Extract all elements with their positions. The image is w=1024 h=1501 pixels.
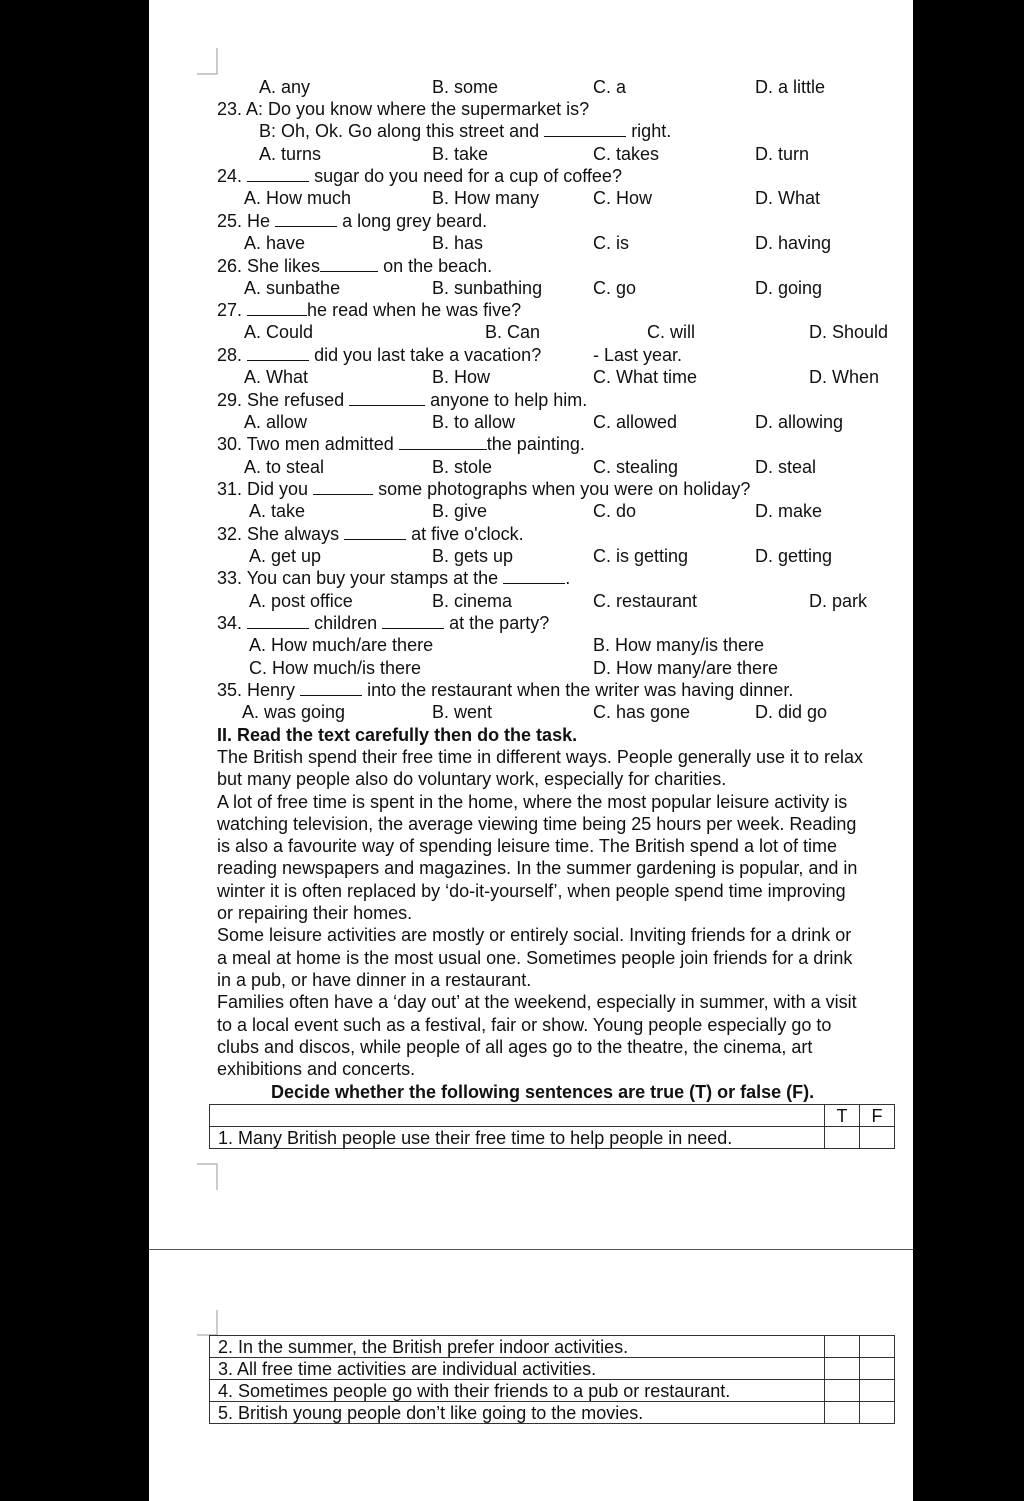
- passage-line: exhibitions and concerts.: [217, 1059, 416, 1080]
- false-cell[interactable]: [860, 1380, 895, 1402]
- passage-line: reading newspapers and magazines. In the summer gardening is popular, and in: [217, 858, 858, 879]
- answer-blank[interactable]: [300, 680, 362, 696]
- option-a: A. take: [249, 501, 306, 521]
- true-cell[interactable]: [825, 1127, 860, 1149]
- option-b: B. some: [432, 77, 499, 97]
- true-cell[interactable]: [825, 1336, 860, 1358]
- option-d: D. having: [755, 233, 832, 253]
- statement-4: 4. Sometimes people go with their friends to a pub or restaurant.: [210, 1380, 825, 1402]
- option-d: D. park: [809, 591, 868, 611]
- question-27-text: 27. he read when he was five?: [217, 300, 522, 320]
- option-d: D. allowing: [755, 412, 844, 432]
- option-d: D. What: [755, 188, 821, 208]
- statement-5: 5. British young people don’t like going to the movies.: [210, 1402, 825, 1424]
- statement-3: 3. All free time activities are individual activities.: [210, 1358, 825, 1380]
- reading-passage: [217, 746, 913, 1080]
- option-d: D. Should: [809, 322, 889, 342]
- option-a: A. have: [244, 233, 306, 253]
- option-c: C. has gone: [593, 702, 691, 722]
- passage-line: Some leisure activities are mostly or entirely social. Inviting friends for a drink or: [217, 925, 852, 946]
- question-23-line-a: 23. A: Do you know where the supermarket is?: [217, 99, 590, 119]
- table-row: [210, 1380, 895, 1402]
- table-row: [210, 1336, 895, 1358]
- option-a: A. was going: [242, 702, 346, 722]
- passage-line: clubs and discos, while people of all ages go to the theatre, the cinema, art: [217, 1036, 813, 1057]
- question-30-text: 30. Two men admitted the painting.: [217, 434, 585, 454]
- statement-1: 1. Many British people use their free time to help people in need.: [210, 1127, 825, 1149]
- option-d: D. How many/are there: [593, 658, 779, 678]
- passage-line: to a local event such as a festival, fair or show. Young people especially go to: [217, 1014, 832, 1035]
- option-a: A. How much/are there: [249, 635, 434, 655]
- false-cell[interactable]: [860, 1358, 895, 1380]
- option-b: B. How many/is there: [593, 635, 765, 655]
- question-34-text: 34. children at the party?: [217, 613, 550, 633]
- answer-blank[interactable]: [320, 256, 378, 272]
- passage-line: Families often have a ‘day out’ at the weekend, especially in summer, with a visit: [217, 992, 857, 1013]
- option-d: D. make: [755, 501, 823, 521]
- crop-mark-top-left: [197, 48, 219, 76]
- answer-blank[interactable]: [247, 166, 309, 182]
- option-b: B. gets up: [432, 546, 514, 566]
- document-page: [149, 0, 913, 1501]
- option-a: A. Could: [244, 322, 314, 342]
- option-d: D. When: [809, 367, 880, 387]
- table-row: [210, 1358, 895, 1380]
- passage-line: The British spend their free time in different ways. People generally use it to relax: [217, 747, 863, 767]
- answer-blank[interactable]: [382, 613, 444, 629]
- false-cell[interactable]: [860, 1336, 895, 1358]
- question-31-text: 31. Did you some photographs when you were on holiday?: [217, 479, 751, 499]
- false-cell[interactable]: [860, 1127, 895, 1149]
- answer-blank[interactable]: [503, 568, 565, 584]
- passage-line: watching television, the average viewing time being 25 hours per week. Reading: [217, 813, 857, 834]
- crop-mark-bottom-left: [197, 1163, 219, 1191]
- option-b: B. stole: [432, 457, 493, 477]
- answer-blank[interactable]: [344, 524, 406, 540]
- option-b: B. How: [432, 367, 491, 387]
- option-b: B. take: [432, 144, 489, 164]
- option-a: A. get up: [249, 546, 322, 566]
- option-c: C. restaurant: [593, 591, 698, 611]
- option-c: C. go: [593, 278, 637, 298]
- question-28-answer: - Last year.: [593, 345, 683, 365]
- option-a: A. What: [244, 367, 309, 387]
- section-2-heading: II. Read the text carefully then do the task.: [217, 725, 578, 745]
- option-d: D. steal: [755, 457, 817, 477]
- option-c: C. is: [593, 233, 629, 253]
- answer-blank[interactable]: [275, 211, 337, 227]
- table-header-row: [210, 1105, 895, 1127]
- passage-line: or repairing their homes.: [217, 903, 413, 924]
- option-b: B. has: [432, 233, 484, 253]
- option-d: D. going: [755, 278, 823, 298]
- question-26-text: 26. She likes on the beach.: [217, 256, 493, 276]
- answer-blank[interactable]: [247, 300, 307, 316]
- answer-blank[interactable]: [247, 345, 309, 361]
- option-b: B. give: [432, 501, 488, 521]
- option-a: A. any: [259, 77, 311, 97]
- option-a: A. How much: [244, 188, 352, 208]
- false-header: F: [860, 1105, 895, 1127]
- passage-line: A lot of free time is spent in the home, where the most popular leisure activity is: [217, 791, 848, 812]
- option-c: C. allowed: [593, 412, 678, 432]
- option-a: A. allow: [244, 412, 308, 432]
- false-cell[interactable]: [860, 1402, 895, 1424]
- option-d: D. did go: [755, 702, 828, 722]
- option-c: C. What time: [593, 367, 698, 387]
- true-false-table-continued: [209, 1335, 895, 1424]
- option-a: A. turns: [259, 144, 322, 164]
- true-cell[interactable]: [825, 1358, 860, 1380]
- option-b: B. Can: [485, 322, 541, 342]
- statement-header-cell: [210, 1105, 825, 1127]
- answer-blank[interactable]: [349, 390, 425, 406]
- option-b: B. sunbathing: [432, 278, 543, 298]
- answer-blank[interactable]: [544, 121, 626, 137]
- option-d: D. getting: [755, 546, 833, 566]
- passage-line: is also a favourite way of spending leisure time. The British spend a lot of time: [217, 836, 837, 857]
- passage-line: winter it is often replaced by ‘do-it-yourself’, when people spend time improving: [217, 880, 846, 901]
- option-b: B. to allow: [432, 412, 516, 432]
- task-instruction: Decide whether the following sentences are true (T) or false (F).: [271, 1082, 815, 1102]
- option-c: C. will: [647, 322, 695, 342]
- option-d: D. a little: [755, 77, 826, 97]
- question-29-text: 29. She refused anyone to help him.: [217, 390, 588, 410]
- answer-blank[interactable]: [247, 613, 309, 629]
- passage-line: but many people also do voluntary work, especially for charities.: [217, 769, 727, 790]
- option-b: B. How many: [432, 188, 540, 208]
- table-row: [210, 1127, 895, 1149]
- option-d: D. turn: [755, 144, 810, 164]
- table-row: [210, 1402, 895, 1424]
- option-a: A. sunbathe: [244, 278, 341, 298]
- answer-blank[interactable]: [313, 479, 373, 495]
- true-cell[interactable]: [825, 1380, 860, 1402]
- question-35-text: 35. Henry into the restaurant when the writer was having dinner.: [217, 680, 794, 700]
- question-24-text: 24. sugar do you need for a cup of coffee?: [217, 166, 622, 186]
- option-a: A. post office: [249, 591, 353, 611]
- option-c: C. How much/is there: [249, 658, 422, 678]
- passage-line: in a pub, or have dinner in a restaurant.: [217, 969, 532, 990]
- option-c: C. a: [593, 77, 627, 97]
- question-25-text: 25. He a long grey beard.: [217, 211, 488, 231]
- true-false-table: [209, 1104, 895, 1149]
- option-c: C. is getting: [593, 546, 689, 566]
- true-cell[interactable]: [825, 1402, 860, 1424]
- question-23-line-b: B: Oh, Ok. Go along this street and right.: [259, 121, 672, 141]
- statement-2: 2. In the summer, the British prefer indoor activities.: [210, 1336, 825, 1358]
- option-c: C. stealing: [593, 457, 679, 477]
- question-32-text: 32. She always at five o'clock.: [217, 524, 524, 544]
- option-b: B. cinema: [432, 591, 513, 611]
- question-28-text: 28. did you last take a vacation?: [217, 345, 542, 365]
- page-separator: [149, 1249, 913, 1250]
- answer-blank[interactable]: [399, 434, 487, 450]
- crop-mark-second-page: [197, 1310, 219, 1336]
- question-33-text: 33. You can buy your stamps at the .: [217, 568, 571, 588]
- option-b: B. went: [432, 702, 493, 722]
- passage-line: a meal at home is the most usual one. Sometimes people join friends for a drink: [217, 947, 853, 968]
- option-c: C. do: [593, 501, 637, 521]
- true-header: T: [825, 1105, 860, 1127]
- option-c: C. How: [593, 188, 653, 208]
- option-a: A. to steal: [244, 457, 325, 477]
- option-c: C. takes: [593, 144, 660, 164]
